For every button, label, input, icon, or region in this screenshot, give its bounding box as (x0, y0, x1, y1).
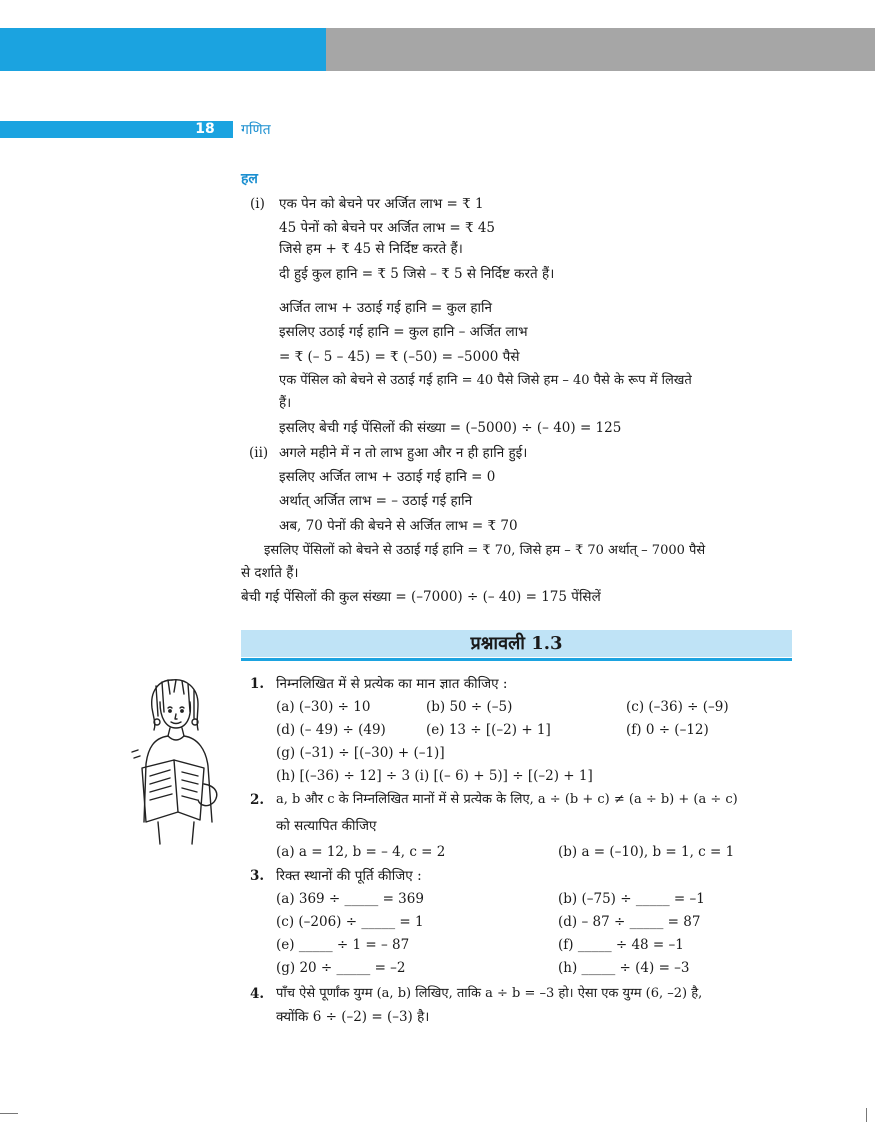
solution-line: से दर्शाते हैं। (241, 565, 299, 581)
question-number: 1. (250, 676, 265, 692)
question-option: (h) [(–36) ÷ 12] ÷ 3 (i) [(– 6) + 5)] ÷ [(–2) + 1] (276, 768, 593, 784)
header-gray-bar (326, 28, 875, 71)
chapter-title: गणित (241, 122, 271, 138)
girl-reading-illustration (128, 672, 228, 847)
question-option: (e) _____ ÷ 1 = – 87 (276, 937, 410, 953)
question-option: (f) 0 ÷ (–12) (626, 722, 709, 738)
question-option: (a) 369 ÷ _____ = 369 (276, 891, 424, 907)
question-option: (g) 20 ÷ _____ = –2 (276, 960, 406, 976)
solution-line: बेची गई पेंसिलों की कुल संख्या = (–7000) ÷ (– 40) = 175 पेंसिलें (241, 589, 601, 605)
question-text: पाँच ऐसे पूर्णांक युग्म (a, b) लिखिए, ताकि a ÷ b = –3 हो। ऐसा एक युग्म (6, –2) है, (276, 986, 703, 1001)
solution-line: जिसे हम + ₹ 45 से निर्दिष्ट करते हैं। (279, 241, 463, 257)
solution-line: एक पेन को बेचने पर अर्जित लाभ = ₹ 1 (279, 196, 484, 212)
solution-line: अर्जित लाभ + उठाई गई हानि = कुल हानि (279, 300, 493, 316)
solution-line: इसलिए उठाई गई हानि = कुल हानि – अर्जित लाभ (279, 324, 528, 340)
solution-line: = ₹ (– 5 – 45) = ₹ (–50) = –5000 पैसे (279, 349, 520, 365)
question-option: (f) _____ ÷ 48 = –1 (558, 937, 684, 953)
question-option: (b) (–75) ÷ _____ = –1 (558, 891, 705, 907)
solution-title: हल (241, 171, 258, 187)
part-label: (i) (250, 196, 265, 212)
question-option: (g) (–31) ÷ [(–30) + (–1)] (276, 745, 445, 761)
solution-line: अब, 70 पेनों की बेचने से अर्जित लाभ = ₹ 70 (279, 518, 518, 534)
question-option: (h) _____ ÷ (4) = –3 (558, 960, 690, 976)
question-number: 4. (250, 986, 265, 1002)
solution-line: अगले महीने में न तो लाभ हुआ और न ही हानि हुई। (279, 445, 528, 461)
question-text: क्योंकि 6 ÷ (–2) = (–3) है। (276, 1009, 430, 1025)
question-option: (c) (–36) ÷ (–9) (626, 699, 729, 715)
part-label: (ii) (249, 445, 269, 461)
question-option: (e) 13 ÷ [(–2) + 1] (426, 722, 551, 738)
solution-line: हैं। (279, 395, 292, 411)
question-text: निम्नलिखित में से प्रत्येक का मान ज्ञात कीजिए : (276, 676, 508, 692)
crop-mark (0, 1113, 18, 1114)
question-option: (a) (–30) ÷ 10 (276, 699, 371, 715)
solution-line: इसलिए बेची गई पेंसिलों की संख्या = (–5000) ÷ (– 40) = 125 (279, 420, 622, 436)
solution-line: अर्थात् अर्जित लाभ = – उठाई गई हानि (279, 493, 473, 509)
question-text: को सत्यापित कीजिए (276, 818, 377, 834)
exercise-title: प्रश्नावली 1.3 (470, 633, 563, 654)
solution-line: इसलिए अर्जित लाभ + उठाई गई हानि = 0 (279, 469, 496, 485)
question-option: (d) – 87 ÷ _____ = 87 (558, 914, 701, 930)
exercise-underline (241, 658, 792, 661)
question-option: (b) a = (–10), b = 1, c = 1 (558, 844, 735, 860)
question-number: 2. (250, 792, 265, 808)
header-color-bar (0, 28, 326, 71)
question-option: (b) 50 ÷ (–5) (426, 699, 513, 715)
crop-mark (866, 1108, 867, 1122)
question-text: रिक्त स्थानों की पूर्ति कीजिए : (276, 868, 422, 884)
question-number: 3. (250, 868, 265, 884)
question-text: a, b और c के निम्नलिखित मानों में से प्रत्येक के लिए, a ÷ (b + c) ≠ (a ÷ b) + (a ÷ c) (276, 792, 738, 807)
solution-line: इसलिए पेंसिलों को बेचने से उठाई गई हानि = ₹ 70, जिसे हम – ₹ 70 अर्थात् – 7000 पैसे (264, 543, 706, 558)
page-number: 18 (195, 121, 215, 137)
question-option: (a) a = 12, b = – 4, c = 2 (276, 844, 446, 860)
question-option: (d) (– 49) ÷ (49) (276, 722, 386, 738)
solution-line: दी हुई कुल हानि = ₹ 5 जिसे – ₹ 5 से निर्दिष्ट करते हैं। (279, 266, 555, 282)
question-option: (c) (–206) ÷ _____ = 1 (276, 914, 424, 930)
solution-line: 45 पेनों को बेचने पर अर्जित लाभ = ₹ 45 (279, 220, 496, 236)
solution-line: एक पेंसिल को बेचने से उठाई गई हानि = 40 पैसे जिसे हम – 40 पैसे के रूप में लिखते (279, 373, 692, 388)
